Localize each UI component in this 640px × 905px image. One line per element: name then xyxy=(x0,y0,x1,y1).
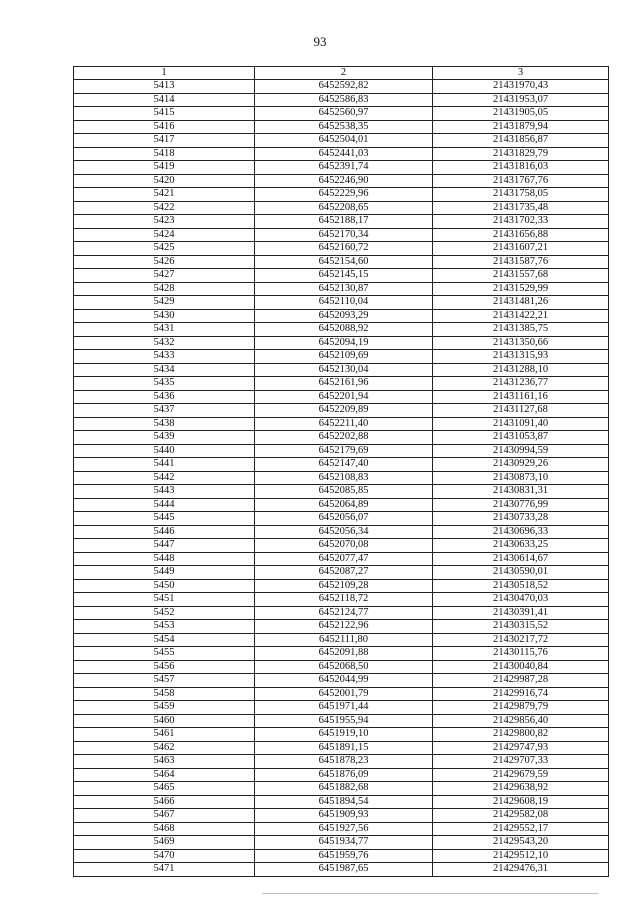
coordinate-y-cell: 21429987,28 xyxy=(433,674,609,688)
coordinate-x-cell: 6451882,68 xyxy=(255,782,433,796)
table-row xyxy=(74,633,609,647)
coordinate-y-cell: 21430315,52 xyxy=(433,620,609,634)
coordinate-y-cell: 21429543,20 xyxy=(433,836,609,850)
table-body xyxy=(74,80,609,877)
coordinate-y-cell: 21429512,10 xyxy=(433,849,609,863)
point-number-cell: 5417 xyxy=(74,134,255,148)
table-row xyxy=(74,525,609,539)
table-row xyxy=(74,714,609,728)
table-row xyxy=(74,593,609,607)
coordinate-x-cell: 6452560,97 xyxy=(255,107,433,121)
coordinate-y-cell: 21429747,93 xyxy=(433,741,609,755)
table-row xyxy=(74,647,609,661)
coordinate-y-cell: 21429582,08 xyxy=(433,809,609,823)
coordinate-y-cell: 21431288,10 xyxy=(433,363,609,377)
table-row xyxy=(74,309,609,323)
table-row xyxy=(74,836,609,850)
coordinate-y-cell: 21431856,87 xyxy=(433,134,609,148)
point-number-cell: 5423 xyxy=(74,215,255,229)
coordinate-y-cell: 21431053,87 xyxy=(433,431,609,445)
point-number-cell: 5470 xyxy=(74,849,255,863)
coordinate-y-cell: 21431767,76 xyxy=(433,174,609,188)
table-row xyxy=(74,701,609,715)
table-row xyxy=(74,809,609,823)
coordinate-x-cell: 6451909,93 xyxy=(255,809,433,823)
table-row xyxy=(74,107,609,121)
coordinate-x-cell: 6452044,99 xyxy=(255,674,433,688)
table-row xyxy=(74,458,609,472)
coordinate-x-cell: 6452068,50 xyxy=(255,660,433,674)
coordinate-x-cell: 6451959,76 xyxy=(255,849,433,863)
point-number-cell: 5415 xyxy=(74,107,255,121)
table-row xyxy=(74,215,609,229)
coordinate-y-cell: 21430590,01 xyxy=(433,566,609,580)
table-row xyxy=(74,539,609,553)
coordinate-x-cell: 6452077,47 xyxy=(255,552,433,566)
coordinate-y-cell: 21431161,16 xyxy=(433,390,609,404)
table-row xyxy=(74,606,609,620)
coordinate-y-cell: 21429638,92 xyxy=(433,782,609,796)
coordinate-y-cell: 21431816,03 xyxy=(433,161,609,175)
coordinate-y-cell: 21431481,26 xyxy=(433,296,609,310)
coordinate-y-cell: 21431829,79 xyxy=(433,147,609,161)
point-number-cell: 5467 xyxy=(74,809,255,823)
table-row xyxy=(74,269,609,283)
coordinate-x-cell: 6452201,94 xyxy=(255,390,433,404)
coordinate-x-cell: 6452586,83 xyxy=(255,93,433,107)
point-number-cell: 5452 xyxy=(74,606,255,620)
coordinate-y-cell: 21431091,40 xyxy=(433,417,609,431)
coordinate-y-cell: 21430873,10 xyxy=(433,471,609,485)
coordinate-x-cell: 6452592,82 xyxy=(255,80,433,94)
point-number-cell: 5439 xyxy=(74,431,255,445)
coordinate-x-cell: 6452109,28 xyxy=(255,579,433,593)
table-row xyxy=(74,795,609,809)
table-row xyxy=(74,431,609,445)
coordinate-x-cell: 6452170,34 xyxy=(255,228,433,242)
table-row xyxy=(74,350,609,364)
coordinate-x-cell: 6452154,60 xyxy=(255,255,433,269)
coordinate-y-cell: 21430929,26 xyxy=(433,458,609,472)
table-row xyxy=(74,174,609,188)
footer-rule xyxy=(262,893,598,894)
coordinate-x-cell: 6451878,23 xyxy=(255,755,433,769)
coordinate-x-cell: 6452161,96 xyxy=(255,377,433,391)
table-header-row xyxy=(74,67,609,80)
table-row xyxy=(74,147,609,161)
coordinate-x-cell: 6451876,09 xyxy=(255,768,433,782)
table-row xyxy=(74,228,609,242)
coordinate-x-cell: 6451919,10 xyxy=(255,728,433,742)
point-number-cell: 5445 xyxy=(74,512,255,526)
point-number-cell: 5426 xyxy=(74,255,255,269)
coordinate-x-cell: 6452093,29 xyxy=(255,309,433,323)
table-row xyxy=(74,863,609,877)
point-number-cell: 5462 xyxy=(74,741,255,755)
coordinate-x-cell: 6452122,96 xyxy=(255,620,433,634)
table-row xyxy=(74,741,609,755)
table-row xyxy=(74,687,609,701)
coordinates-table xyxy=(73,66,609,877)
coordinate-x-cell: 6451934,77 xyxy=(255,836,433,850)
coordinate-x-cell: 6451971,44 xyxy=(255,701,433,715)
table-row xyxy=(74,120,609,134)
coordinate-y-cell: 21431607,21 xyxy=(433,242,609,256)
table-row xyxy=(74,282,609,296)
point-number-cell: 5442 xyxy=(74,471,255,485)
coordinate-x-cell: 6452145,15 xyxy=(255,269,433,283)
coordinate-y-cell: 21429800,82 xyxy=(433,728,609,742)
point-number-cell: 5459 xyxy=(74,701,255,715)
table-row xyxy=(74,323,609,337)
table-row xyxy=(74,755,609,769)
coordinate-y-cell: 21430994,59 xyxy=(433,444,609,458)
coordinate-x-cell: 6452179,69 xyxy=(255,444,433,458)
point-number-cell: 5454 xyxy=(74,633,255,647)
table-row xyxy=(74,242,609,256)
table-row xyxy=(74,782,609,796)
coordinate-y-cell: 21430831,31 xyxy=(433,485,609,499)
column-header-2: 2 xyxy=(255,67,433,80)
point-number-cell: 5414 xyxy=(74,93,255,107)
coordinate-y-cell: 21429879,79 xyxy=(433,701,609,715)
point-number-cell: 5449 xyxy=(74,566,255,580)
coordinate-x-cell: 6452246,90 xyxy=(255,174,433,188)
point-number-cell: 5451 xyxy=(74,593,255,607)
point-number-cell: 5464 xyxy=(74,768,255,782)
coordinate-y-cell: 21430115,76 xyxy=(433,647,609,661)
table-row xyxy=(74,444,609,458)
coordinate-x-cell: 6452056,07 xyxy=(255,512,433,526)
point-number-cell: 5438 xyxy=(74,417,255,431)
point-number-cell: 5413 xyxy=(74,80,255,94)
point-number-cell: 5441 xyxy=(74,458,255,472)
point-number-cell: 5425 xyxy=(74,242,255,256)
coordinate-x-cell: 6452064,89 xyxy=(255,498,433,512)
table-row xyxy=(74,620,609,634)
point-number-cell: 5457 xyxy=(74,674,255,688)
coordinate-y-cell: 21430614,67 xyxy=(433,552,609,566)
column-header-1: 1 xyxy=(74,67,255,80)
coordinate-x-cell: 6452091,88 xyxy=(255,647,433,661)
point-number-cell: 5465 xyxy=(74,782,255,796)
coordinate-x-cell: 6452130,04 xyxy=(255,363,433,377)
table-row xyxy=(74,188,609,202)
coordinate-y-cell: 21430518,52 xyxy=(433,579,609,593)
point-number-cell: 5420 xyxy=(74,174,255,188)
point-number-cell: 5422 xyxy=(74,201,255,215)
coordinate-x-cell: 6452111,80 xyxy=(255,633,433,647)
coordinate-y-cell: 21431422,21 xyxy=(433,309,609,323)
coordinate-x-cell: 6451987,65 xyxy=(255,863,433,877)
table-row xyxy=(74,822,609,836)
coordinate-x-cell: 6452209,89 xyxy=(255,404,433,418)
coordinate-y-cell: 21431350,66 xyxy=(433,336,609,350)
coordinate-y-cell: 21430733,28 xyxy=(433,512,609,526)
point-number-cell: 5416 xyxy=(74,120,255,134)
coordinate-y-cell: 21431879,94 xyxy=(433,120,609,134)
table-row xyxy=(74,485,609,499)
coordinate-y-cell: 21430391,41 xyxy=(433,606,609,620)
coordinate-x-cell: 6452087,27 xyxy=(255,566,433,580)
table-row xyxy=(74,728,609,742)
coordinate-y-cell: 21430040,84 xyxy=(433,660,609,674)
point-number-cell: 5437 xyxy=(74,404,255,418)
table-row xyxy=(74,552,609,566)
coordinate-x-cell: 6452391,74 xyxy=(255,161,433,175)
coordinate-x-cell: 6451894,54 xyxy=(255,795,433,809)
coordinate-y-cell: 21431953,07 xyxy=(433,93,609,107)
coordinate-y-cell: 21431587,76 xyxy=(433,255,609,269)
point-number-cell: 5443 xyxy=(74,485,255,499)
coordinate-x-cell: 6451955,94 xyxy=(255,714,433,728)
coordinate-x-cell: 6452110,04 xyxy=(255,296,433,310)
point-number-cell: 5431 xyxy=(74,323,255,337)
table-row xyxy=(74,512,609,526)
table-row xyxy=(74,498,609,512)
point-number-cell: 5440 xyxy=(74,444,255,458)
coordinate-x-cell: 6452088,92 xyxy=(255,323,433,337)
column-header-3: 3 xyxy=(433,67,609,80)
table-row xyxy=(74,93,609,107)
table-row xyxy=(74,674,609,688)
coordinate-y-cell: 21431315,93 xyxy=(433,350,609,364)
coordinate-x-cell: 6452109,69 xyxy=(255,350,433,364)
coordinate-x-cell: 6452504,01 xyxy=(255,134,433,148)
page-number: 93 xyxy=(313,34,327,49)
point-number-cell: 5419 xyxy=(74,161,255,175)
point-number-cell: 5424 xyxy=(74,228,255,242)
point-number-cell: 5456 xyxy=(74,660,255,674)
point-number-cell: 5446 xyxy=(74,525,255,539)
coordinate-y-cell: 21429916,74 xyxy=(433,687,609,701)
coordinate-x-cell: 6451927,56 xyxy=(255,822,433,836)
point-number-cell: 5432 xyxy=(74,336,255,350)
point-number-cell: 5450 xyxy=(74,579,255,593)
coordinate-y-cell: 21429856,40 xyxy=(433,714,609,728)
point-number-cell: 5455 xyxy=(74,647,255,661)
coordinate-x-cell: 6452124,77 xyxy=(255,606,433,620)
coordinate-y-cell: 21429552,17 xyxy=(433,822,609,836)
point-number-cell: 5427 xyxy=(74,269,255,283)
coordinate-y-cell: 21431557,68 xyxy=(433,269,609,283)
table-row xyxy=(74,471,609,485)
table-row xyxy=(74,660,609,674)
table-row xyxy=(74,417,609,431)
coordinate-x-cell: 6452001,79 xyxy=(255,687,433,701)
coordinate-y-cell: 21431758,05 xyxy=(433,188,609,202)
coordinate-y-cell: 21431970,43 xyxy=(433,80,609,94)
coordinate-x-cell: 6452160,72 xyxy=(255,242,433,256)
table-row xyxy=(74,255,609,269)
coordinate-y-cell: 21429679,59 xyxy=(433,768,609,782)
point-number-cell: 5448 xyxy=(74,552,255,566)
coordinate-x-cell: 6452208,65 xyxy=(255,201,433,215)
coordinate-y-cell: 21431385,75 xyxy=(433,323,609,337)
point-number-cell: 5458 xyxy=(74,687,255,701)
coordinate-y-cell: 21430696,33 xyxy=(433,525,609,539)
coordinate-x-cell: 6452538,35 xyxy=(255,120,433,134)
coordinate-y-cell: 21431656,88 xyxy=(433,228,609,242)
coordinate-y-cell: 21429608,19 xyxy=(433,795,609,809)
coordinate-x-cell: 6452229,96 xyxy=(255,188,433,202)
coordinate-y-cell: 21430470,03 xyxy=(433,593,609,607)
table-row xyxy=(74,390,609,404)
coordinate-x-cell: 6452211,40 xyxy=(255,417,433,431)
coordinate-y-cell: 21431702,33 xyxy=(433,215,609,229)
coordinate-y-cell: 21430217,72 xyxy=(433,633,609,647)
table-row xyxy=(74,768,609,782)
point-number-cell: 5447 xyxy=(74,539,255,553)
table-row xyxy=(74,377,609,391)
coordinate-x-cell: 6452056,34 xyxy=(255,525,433,539)
coordinate-y-cell: 21429707,33 xyxy=(433,755,609,769)
point-number-cell: 5453 xyxy=(74,620,255,634)
table-row xyxy=(74,404,609,418)
table-row xyxy=(74,579,609,593)
point-number-cell: 5460 xyxy=(74,714,255,728)
coordinate-x-cell: 6452094,19 xyxy=(255,336,433,350)
coordinate-x-cell: 6452441,03 xyxy=(255,147,433,161)
coordinate-x-cell: 6452202,88 xyxy=(255,431,433,445)
point-number-cell: 5463 xyxy=(74,755,255,769)
point-number-cell: 5418 xyxy=(74,147,255,161)
coordinate-y-cell: 21431127,68 xyxy=(433,404,609,418)
table-row xyxy=(74,134,609,148)
coordinate-y-cell: 21431236,77 xyxy=(433,377,609,391)
point-number-cell: 5421 xyxy=(74,188,255,202)
point-number-cell: 5429 xyxy=(74,296,255,310)
point-number-cell: 5434 xyxy=(74,363,255,377)
point-number-cell: 5436 xyxy=(74,390,255,404)
point-number-cell: 5433 xyxy=(74,350,255,364)
coordinate-x-cell: 6451891,15 xyxy=(255,741,433,755)
coordinate-x-cell: 6452130,87 xyxy=(255,282,433,296)
table-row xyxy=(74,849,609,863)
coordinate-x-cell: 6452118,72 xyxy=(255,593,433,607)
point-number-cell: 5468 xyxy=(74,822,255,836)
coordinate-y-cell: 21431735,48 xyxy=(433,201,609,215)
point-number-cell: 5469 xyxy=(74,836,255,850)
coordinate-x-cell: 6452070,08 xyxy=(255,539,433,553)
coordinate-x-cell: 6452188,17 xyxy=(255,215,433,229)
point-number-cell: 5428 xyxy=(74,282,255,296)
table-row xyxy=(74,201,609,215)
coordinate-x-cell: 6452147,40 xyxy=(255,458,433,472)
coordinate-y-cell: 21429476,31 xyxy=(433,863,609,877)
table-row xyxy=(74,566,609,580)
coordinate-y-cell: 21430776,99 xyxy=(433,498,609,512)
point-number-cell: 5430 xyxy=(74,309,255,323)
point-number-cell: 5444 xyxy=(74,498,255,512)
table-row xyxy=(74,363,609,377)
point-number-cell: 5461 xyxy=(74,728,255,742)
coordinate-y-cell: 21430633,25 xyxy=(433,539,609,553)
coordinate-x-cell: 6452108,83 xyxy=(255,471,433,485)
point-number-cell: 5466 xyxy=(74,795,255,809)
coordinate-y-cell: 21431905,05 xyxy=(433,107,609,121)
table-row xyxy=(74,336,609,350)
point-number-cell: 5471 xyxy=(74,863,255,877)
coordinate-x-cell: 6452085,85 xyxy=(255,485,433,499)
point-number-cell: 5435 xyxy=(74,377,255,391)
table-row xyxy=(74,296,609,310)
coordinate-y-cell: 21431529,99 xyxy=(433,282,609,296)
table-row xyxy=(74,161,609,175)
table-row xyxy=(74,80,609,94)
